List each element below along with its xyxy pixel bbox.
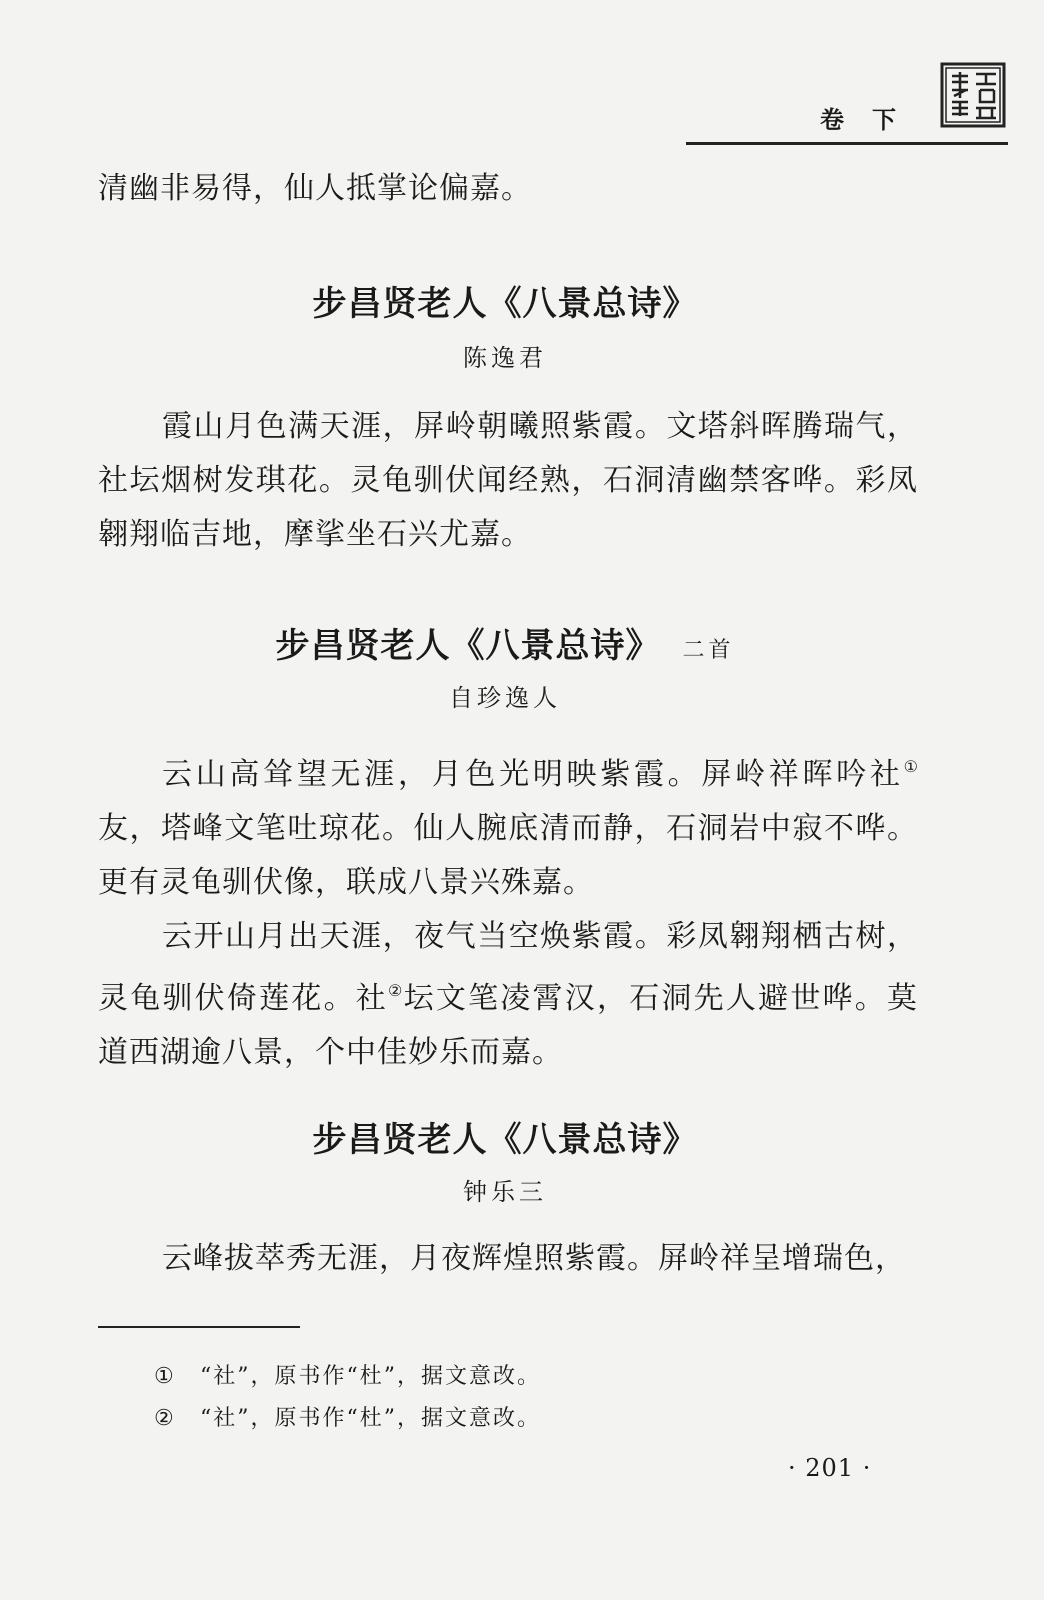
poem-title-text: 步昌贤老人《八景总诗》 [312,284,698,324]
running-header: 卷下 [820,106,924,134]
poem-body [98,1232,918,1286]
footnote [154,1398,541,1440]
poem-body [98,740,918,1080]
footnote-text: “社”，原书作“杜”，据文意改。 [200,1364,541,1389]
footnote [154,1356,541,1398]
poem-text: 友，塔峰文笔吐琼花。仙人腕底清而静，石洞岩中寂不哗。更有灵龟驯伏像，联成八景兴殊嘉。 [98,811,918,900]
seal-stamp-icon [940,62,1006,128]
poem-title [0,1112,1010,1161]
poem-body [98,400,918,562]
page-number: · 201 · [788,1454,872,1482]
poem-text: 坛文笔凌霄汉，石洞先人避世哗。莫道西湖逾八景，个中佳妙乐而嘉。 [98,981,919,1070]
footnote-reference[interactable]: ② [388,981,404,1000]
poem-title-suffix: 二首 [682,638,735,663]
continuation-line: 清幽非易得，仙人抵掌论偏嘉。 [98,171,532,206]
poem-author: 自珍逸人 [449,684,561,712]
poem-paragraph: 霞山月色满天涯，屏岭朝曦照紫霞。文塔斜晖腾瑞气，社坛烟树发琪花。灵龟驯伏闻经熟，石洞清幽禁客哗。彩凤翱翔临吉地，摩挲坐石兴尤嘉。 [98,409,918,552]
poem-author: 钟乐三 [463,1178,547,1206]
footnote-mark: ① [154,1364,176,1389]
poem-text: 云开山月出天涯，夜气当空焕紫霞。彩凤翱翔栖古树，灵龟驯伏倚莲花。社 [98,919,918,1016]
footnote-rule [98,1326,300,1328]
poem-paragraph [98,740,918,910]
footnotes [154,1356,541,1440]
poem-paragraph [98,910,918,1080]
poem-paragraph: 云峰拔萃秀无涯，月夜辉煌照紫霞。屏岭祥呈增瑞色， [162,1241,906,1276]
poem-text: 云山高耸望无涯，月色光明映紫霞。屏岭祥晖吟社 [162,757,904,792]
footnote-mark: ② [154,1406,176,1431]
poem-title [0,276,1010,325]
poem-title-text: 步昌贤老人《八景总诗》 [312,1120,698,1160]
poem-title [0,618,1010,667]
continuation-text [98,162,918,216]
footnote-text: “社”，原书作“杜”，据文意改。 [200,1406,541,1431]
header-rule [686,142,1008,145]
poem-author: 陈逸君 [463,344,547,372]
poem-title-text: 步昌贤老人《八景总诗》 [275,626,661,666]
footnote-reference[interactable]: ① [903,757,918,776]
